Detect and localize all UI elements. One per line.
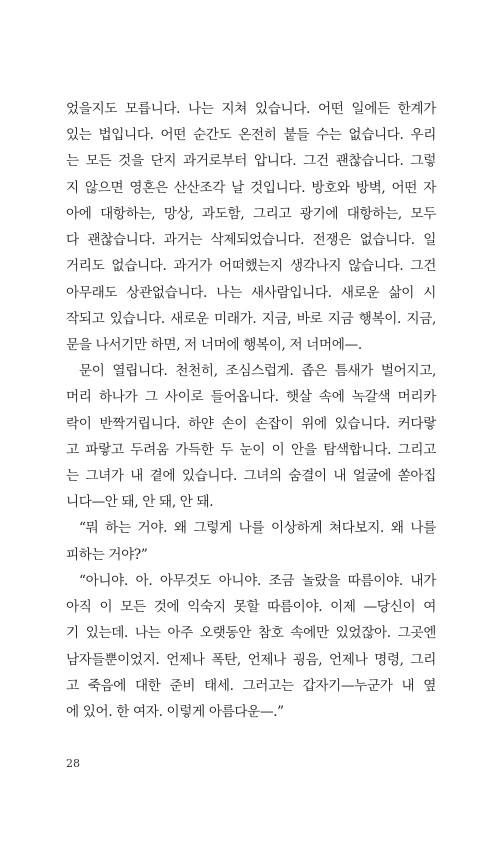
text-line: 락이 반짝거립니다. 하얀 손이 손잡이 위에 있습니다. 커다랗 (66, 416, 436, 432)
text-line: 아에 대항하는, 망상, 과도함, 그리고 광기에 대항하는, 모두 (66, 206, 436, 222)
text-line: 문을 나서기만 하면, 저 너머에 행복이, 저 너머에—. (66, 337, 362, 353)
text-line: 문이 열립니다. 천천히, 조심스럽게. 좁은 틈새가 벌어지고, (79, 363, 436, 379)
text-line: 기 있는데. 나는 아주 오랫동안 참호 속에만 있었잖아. 그곳엔 (66, 625, 436, 641)
text-line: 었을지도 모릅니다. 나는 지쳐 있습니다. 어떤 일에든 한계가 (66, 101, 436, 117)
text-line: 는 모든 것을 단지 과거로부터 압니다. 그건 괜찮습니다. 그렇 (66, 153, 436, 169)
text-line: 에 있어. 한 여자. 이렇게 아름다운—.” (66, 704, 284, 720)
page-number: 28 (66, 757, 80, 770)
text-line: 지 않으면 영혼은 산산조각 날 것입니다. 방호와 방벽, 어떤 자 (66, 180, 436, 196)
text-line: 고 죽음에 대한 준비 태세. 그러고는 갑자기—누군가 내 옆 (66, 678, 436, 694)
text-line: 작되고 있습니다. 새로운 미래가. 지금, 바로 지금 행복이. 지금, (66, 311, 436, 327)
text-line: 피하는 거야?” (66, 547, 148, 563)
text-line: 는 그녀가 내 곁에 있습니다. 그녀의 숨결이 내 얼굴에 쏟아집 (66, 468, 436, 484)
text-line: 거리도 없습니다. 과거가 어떠했는지 생각나지 않습니다. 그건 (66, 258, 436, 274)
text-line: 있는 법입니다. 어떤 순간도 온전히 붙들 수는 없습니다. 우리 (66, 127, 436, 143)
text-line: 다 괜찮습니다. 과거는 삭제되었습니다. 전쟁은 없습니다. 일 (66, 232, 436, 248)
text-line: 고 파랗고 두려움 가득한 두 눈이 이 안을 탐색합니다. 그리고 (66, 442, 436, 458)
text-line: 머리 하나가 그 사이로 들어옵니다. 햇살 속에 녹갈색 머리카 (66, 389, 436, 405)
text-line: 남자들뿐이었지. 언제나 폭탄, 언제나 굉음, 언제나 명령, 그리 (66, 652, 436, 668)
text-line: 아직 이 모든 것에 익숙지 못할 따름이야. 이제 —당신이 여 (66, 599, 436, 615)
text-line: 니다—안 돼, 안 돼, 안 돼. (66, 494, 214, 510)
text-line: “뭐 하는 거야. 왜 그렇게 나를 이상하게 쳐다보지. 왜 나를 (79, 520, 436, 536)
text-line: “아니야. 아. 아무것도 아니야. 조금 놀랐을 따름이야. 내가 (79, 573, 436, 589)
text-line: 아무래도 상관없습니다. 나는 새사람입니다. 새로운 삶이 시 (66, 285, 436, 301)
